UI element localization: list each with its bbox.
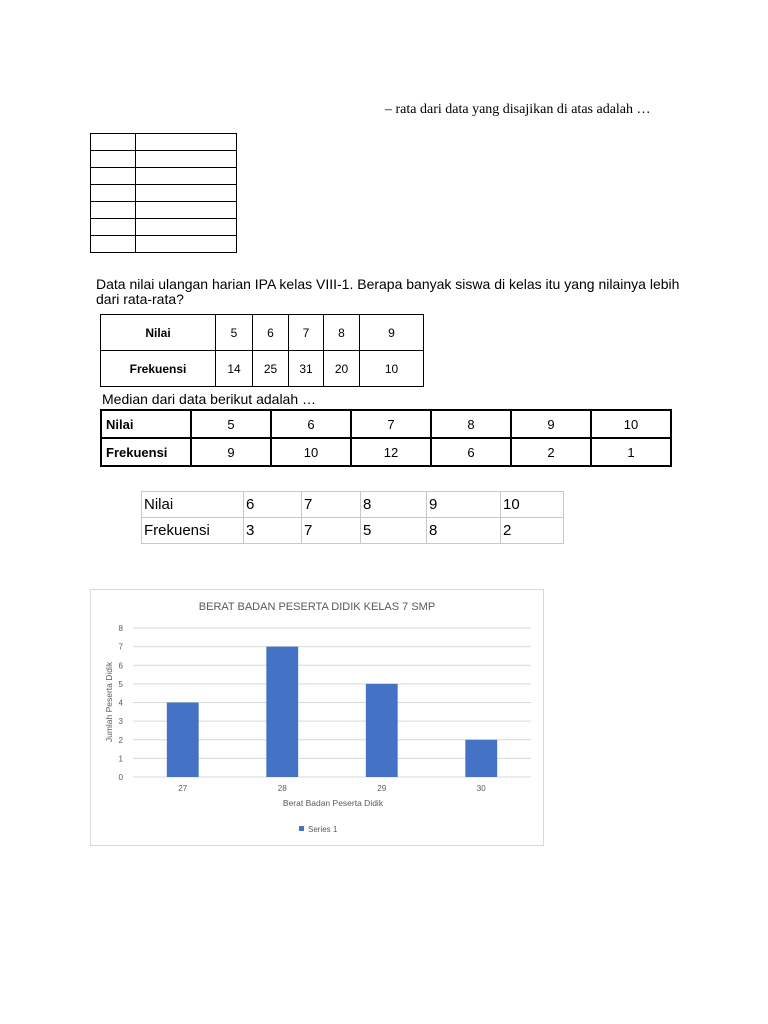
table-cell: 6 — [253, 315, 289, 351]
chart-bars — [167, 647, 497, 777]
chart-x-axis-label: Berat Badan Peserta Didik — [282, 798, 384, 808]
table-cell: 10 — [360, 351, 424, 387]
chart-y-axis-label: Jumlah Peserta Didik — [104, 661, 114, 743]
chart-y-tick-label: 4 — [118, 698, 123, 708]
bar-chart — [90, 589, 544, 846]
chart-y-tick-label: 8 — [118, 624, 123, 633]
legend-label: Series 1 — [308, 825, 338, 834]
table-nilai-frekuensi — [141, 491, 564, 544]
table-cell: 2 — [501, 518, 564, 544]
table-cell: 5 — [191, 410, 271, 438]
table-row — [101, 351, 424, 387]
table-cell: 20 — [324, 351, 360, 387]
table-cell: 9 — [427, 492, 501, 518]
table-row — [142, 492, 564, 518]
table-cell: 9 — [191, 438, 271, 466]
table-cell: 6 — [244, 492, 302, 518]
chart-y-tick-label: 5 — [118, 679, 123, 689]
table-cell: 8 — [361, 492, 427, 518]
table-header-nilai: Nilai — [101, 410, 191, 438]
table-cell: 1 — [591, 438, 671, 466]
chart-legend — [299, 825, 338, 834]
chart-x-ticks — [178, 784, 486, 793]
table-cell: 10 — [591, 410, 671, 438]
chart-bar — [167, 703, 199, 778]
table-header-frekuensi: Frekuensi — [101, 351, 216, 387]
table-row — [101, 438, 671, 466]
table-row — [91, 202, 237, 219]
table-cell: 3 — [244, 518, 302, 544]
table-row — [91, 134, 237, 151]
chart-x-tick-label: 30 — [476, 784, 486, 793]
table-cell: 8 — [427, 518, 501, 544]
question1-text: Data nilai ulangan harian IPA kelas VIII-1. Berapa banyak siswa di kelas itu yang nilainya lebih dari rata-rata? — [96, 276, 680, 307]
chart-bar — [266, 647, 298, 777]
table-cell: 2 — [511, 438, 591, 466]
chart-y-tick-label: 1 — [118, 754, 123, 764]
table-cell: 5 — [216, 315, 253, 351]
table-cell: 9 — [511, 410, 591, 438]
table-cell: 7 — [289, 315, 324, 351]
table-cell: 14 — [216, 351, 253, 387]
table-cell: 25 — [253, 351, 289, 387]
table-row — [101, 410, 671, 438]
table-row — [91, 219, 237, 236]
legend-swatch — [299, 826, 304, 831]
table-cell: 31 — [289, 351, 324, 387]
chart-y-tick-label: 0 — [118, 773, 123, 782]
chart-title: BERAT BADAN PESERTA DIDIK KELAS 7 SMP — [198, 601, 436, 613]
empty-table — [90, 133, 237, 253]
chart-y-tick-label: 7 — [118, 642, 123, 652]
table-header-nilai: Nilai — [142, 492, 244, 518]
table-cell: 8 — [431, 410, 511, 438]
table-row — [142, 518, 564, 544]
chart-y-tick-label: 6 — [118, 661, 123, 671]
table-header-frekuensi: Frekuensi — [142, 518, 244, 544]
table-cell: 6 — [431, 438, 511, 466]
table-cell: 7 — [351, 410, 431, 438]
table-row — [91, 185, 237, 202]
chart-bar — [366, 684, 398, 777]
chart-svg — [91, 590, 543, 845]
table-cell: 6 — [271, 410, 351, 438]
table-row — [91, 236, 237, 253]
table-cell: 7 — [302, 492, 361, 518]
chart-y-tick-label: 2 — [118, 735, 123, 745]
question-rata-text: – rata dari data yang disajikan di atas adalah … — [385, 102, 651, 117]
table-cell: 12 — [351, 438, 431, 466]
table-cell: 5 — [361, 518, 427, 544]
table-cell: 8 — [324, 315, 360, 351]
chart-x-tick-label: 28 — [277, 784, 287, 793]
table-header-nilai: Nilai — [101, 315, 216, 351]
chart-x-tick-label: 27 — [178, 784, 188, 793]
table-cell: 10 — [271, 438, 351, 466]
table-cell: 10 — [501, 492, 564, 518]
question2-text: Median dari data berikut adalah … — [102, 391, 317, 407]
table-header-frekuensi: Frekuensi — [101, 438, 191, 466]
chart-bar — [465, 740, 497, 777]
table-row — [91, 168, 237, 185]
chart-y-tick-label: 3 — [118, 717, 123, 727]
table-cell: 9 — [360, 315, 424, 351]
table-row — [101, 315, 424, 351]
table-cell: 7 — [302, 518, 361, 544]
table-row — [91, 151, 237, 168]
chart-x-tick-label: 29 — [377, 784, 387, 793]
table-median — [100, 409, 672, 467]
table-nilai-ipa — [100, 314, 424, 387]
chart-y-ticks — [119, 624, 124, 782]
